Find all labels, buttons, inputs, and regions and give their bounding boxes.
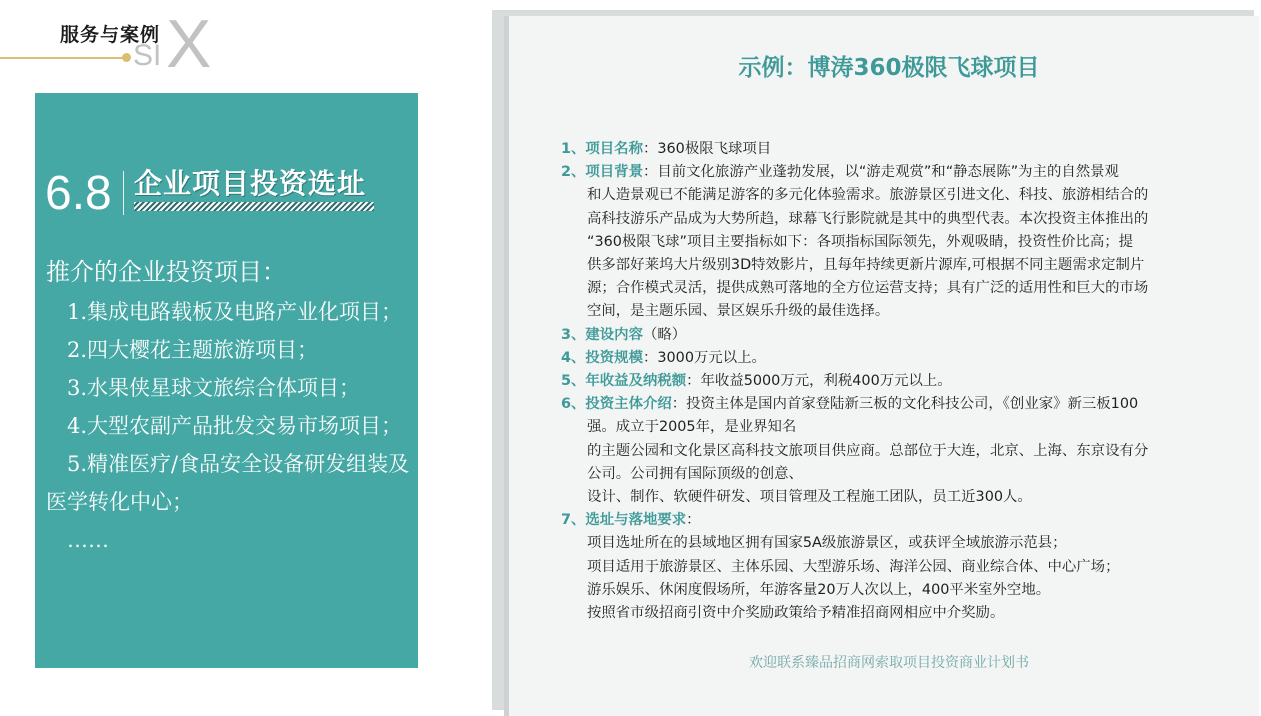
doc-line-text: 空间，是主题乐园、景区娱乐升级的最佳选择。 (587, 303, 890, 320)
doc-line (561, 532, 1226, 555)
document-footer: 欢迎联系臻品招商网索取项目投资商业计划书 (749, 655, 1029, 671)
doc-line (561, 579, 1226, 602)
section-title: 企业项目投资选址 (134, 167, 367, 200)
doc-line-text: 强。成立于2005年，是业界知名 (587, 419, 797, 436)
doc-line (561, 254, 1226, 277)
doc-line-text: ：年收益5000万元，利税400万元以上。 (686, 373, 952, 390)
list-item: 1.集成电路载板及电路产业化项目； (67, 300, 403, 324)
list-item: 5.精准医疗/食品安全设备研发组装及医学转化中心； (46, 452, 410, 514)
doc-line-text: “360极限飞球”项目主要指标如下：各项指标国际领先，外观吸睛，投资性价比高；提 (587, 233, 1134, 250)
doc-line (561, 347, 1226, 370)
doc-line (561, 138, 1226, 161)
doc-line-text: ： (686, 512, 701, 529)
section-divider (123, 171, 124, 215)
doc-line (561, 393, 1226, 416)
doc-line-text: 游乐娱乐、休闲度假场所，年游客量20万人次以上，400平米室外空地。 (587, 581, 1051, 598)
doc-line (561, 440, 1226, 463)
doc-line-key: 2、项目背景 (561, 164, 643, 181)
doc-line (561, 300, 1226, 323)
doc-line-text: 设计、制作、软硬件研发、项目管理及工程施工团队，员工近300人。 (587, 489, 1032, 506)
doc-line-text: 高科技游乐产品成为大势所趋，球幕飞行影院就是其中的典型代表。本次投资主体推出的 (587, 210, 1149, 227)
doc-line (561, 509, 1226, 532)
doc-line-key: 1、项目名称 (561, 141, 643, 157)
header-x-watermark: X (166, 6, 212, 82)
doc-line (561, 370, 1226, 393)
list-item: 2.四大樱花主题旅游项目； (67, 338, 319, 362)
doc-line (561, 486, 1226, 509)
doc-line (561, 277, 1226, 300)
section-header-title: 服务与案例 (60, 24, 161, 46)
section-number: 6.8 (45, 167, 112, 220)
doc-line-key: 5、年收益及纳税额 (561, 373, 687, 390)
document-title: 示例：博涛360极限飞球项目 (738, 55, 1040, 81)
doc-line-text: 公司。公司拥有国际顶级的创意、 (587, 465, 803, 482)
doc-line-text: ：360极限飞球项目 (642, 141, 772, 157)
left-teal-panel (35, 93, 418, 668)
doc-line-key: 6、投资主体介绍 (561, 396, 672, 413)
doc-line (561, 231, 1226, 254)
doc-line (561, 602, 1226, 625)
doc-line-text: 的主题公园和文化景区高科技文旅项目供应商。总部位于大连，北京、上海、东京设有分 (587, 442, 1149, 459)
document-body (561, 138, 1226, 625)
list-item: 3.水果侠星球文旅综合体项目； (67, 376, 361, 400)
doc-line (561, 556, 1226, 579)
doc-line-text: 项目适用于旅游景区、主体乐园、大型游乐场、海洋公园、商业综合体、中心广场； (587, 558, 1120, 575)
doc-line (561, 161, 1226, 184)
recommend-heading: 推介的企业投资项目： (46, 258, 286, 286)
doc-line-text: ：投资主体是国内首家登陆新三板的文化科技公司，《创业家》新三板100 (671, 396, 1139, 413)
doc-line-text: 项目选址所在的县域地区拥有国家5A级旅游景区，或获评全域旅游示范县； (587, 535, 1067, 552)
doc-line-text: 供多部好莱坞大片级别3D特效影片，且每年持续更新片源库,可根据不同主题需求定制片 (587, 257, 1145, 274)
list-ellipsis: …… (67, 528, 109, 552)
doc-line-text: 源；合作模式灵活，提供成熟可落地的全方位运营支持；具有广泛的适用性和巨大的市场 (587, 280, 1149, 297)
doc-line (561, 463, 1226, 486)
doc-line-text: ：3000万元以上。 (642, 349, 766, 366)
list-item: 4.大型农副产品批发交易市场项目； (67, 414, 403, 438)
doc-line (561, 324, 1226, 347)
header-gold-line (0, 57, 128, 59)
document-card (504, 16, 1259, 716)
doc-line (561, 208, 1226, 231)
doc-line-key: 3、建设内容 (561, 326, 643, 343)
header-si-watermark: SI (133, 39, 162, 72)
doc-line-key: 7、选址与落地要求 (561, 512, 687, 529)
doc-line-text: ：目前文化旅游产业蓬勃发展，以“游走观赏”和“静态展陈”为主的自然景观 (642, 164, 1119, 181)
header-gold-dot (122, 53, 131, 62)
doc-line-text: 按照省市级招商引资中介奖励政策给予精准招商网相应中介奖励。 (587, 605, 1005, 622)
recommend-list (46, 293, 412, 559)
doc-line (561, 416, 1226, 439)
doc-line-text: （略） (642, 326, 687, 343)
title-hatch-underline (134, 202, 374, 211)
doc-line (561, 184, 1226, 207)
doc-line-text: 和人造景观已不能满足游客的多元化体验需求。旅游景区引进文化、科技、旅游相结合的 (587, 187, 1149, 204)
doc-line-key: 4、投资规模 (561, 349, 643, 366)
